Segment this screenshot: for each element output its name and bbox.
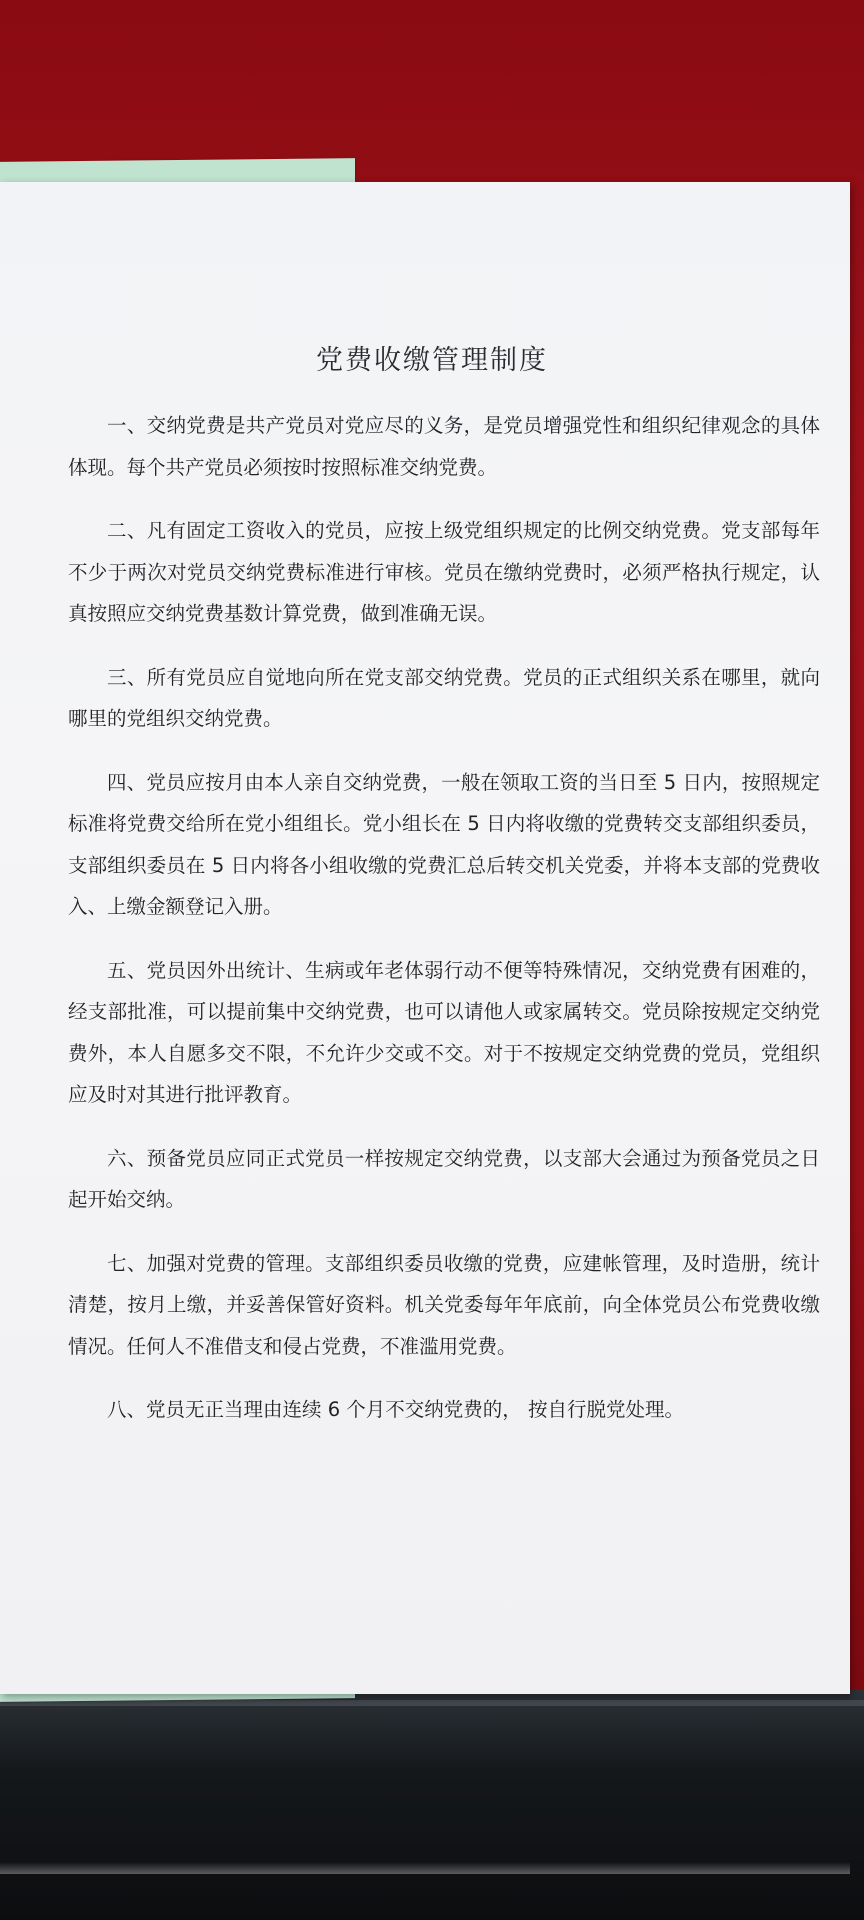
- paragraph-1: 一、交纳党费是共产党员对党应尽的义务，是党员增强党性和组织纪律观念的具体体现。每个共产党员必须按时按照标准交纳党费。: [68, 414, 820, 479]
- paragraph-4: 四、党员应按月由本人亲自交纳党费，一般在领取工资的当日至 5 日内，按照规定标准将党费交给所在党小组组长。党小组长在 5 日内将收缴的党费转交支部组织委员，支部组织委员在 5 日内将各小组收缴的党费汇总后转交机关党委，并将本支部的党费收入、上缴金额登记入册。: [68, 770, 820, 918]
- floor-background: [0, 1690, 864, 1920]
- paragraph-6: 六、预备党员应同正式党员一样按规定交纳党费，以支部大会通过为预备党员之日起开始交纳。: [68, 1146, 820, 1211]
- paragraph-3: 三、所有党员应自觉地向所在党支部交纳党费。党员的正式组织关系在哪里，就向哪里的党组织交纳党费。: [68, 665, 820, 730]
- floor-edge: [0, 1700, 864, 1706]
- document-body: [68, 405, 820, 1453]
- paragraph-2: 二、凡有固定工资收入的党员，应按上级党组织规定的比例交纳党费。党支部每年不少于两次对党员交纳党费标准进行审核。党员在缴纳党费时，必须严格执行规定，认真按照应交纳党费基数计算党费，做到准确无误。: [68, 519, 820, 625]
- paper-bottom-shadow: [0, 1862, 850, 1874]
- paragraph-7: 七、加强对党费的管理。支部组织委员收缴的党费，应建帐管理，及时造册，统计清楚，按月上缴，并妥善保管好资料。机关党委每年年底前，向全体党员公布党费收缴情况。任何人不准借支和侵占党费，不准滥用党费。: [68, 1251, 820, 1358]
- document-title: 党费收缴管理制度: [316, 345, 548, 376]
- paragraph-8: 八、党员无正当理由连续 6 个月不交纳党费的， 按自行脱党处理。: [107, 1398, 685, 1421]
- paragraph-5: 五、党员因外出统计、生病或年老体弱行动不便等特殊情况，交纳党费有困难的，经支部批准，可以提前集中交纳党费，也可以请他人或家属转交。党员除按规定交纳党费外，本人自愿多交不限，不允许少交或不交。对于不按规定交纳党费的党员，党组织应及时对其进行批评教育。: [68, 958, 820, 1106]
